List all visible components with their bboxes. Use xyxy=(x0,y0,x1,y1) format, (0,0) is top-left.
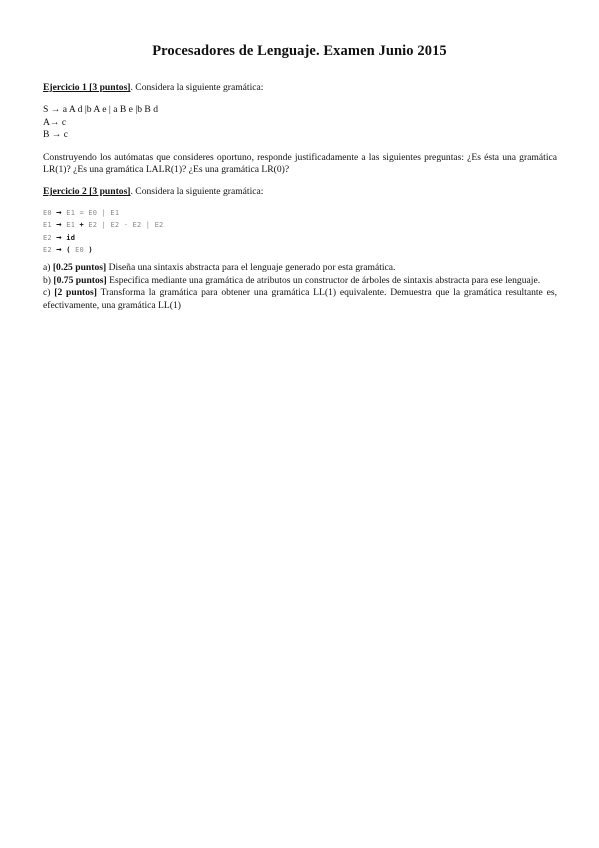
exercise-1-label: Ejercicio 1 [3 puntos] xyxy=(43,82,131,93)
rule-lhs: E1 xyxy=(43,221,57,230)
page-title: Procesadores de Lenguaje. Examen Junio 2015 xyxy=(152,43,447,59)
grammar-rule xyxy=(43,207,557,219)
exercise-2-label: Ejercicio 2 [3 puntos] xyxy=(43,186,131,198)
item-text: Transforma la gramática para obtener una gramática LL(1) equivalente. Demuestra que la gramática resultante es, efectivamente, una gramática LL(1) xyxy=(43,287,557,311)
exercise-2-intro: . Considera la siguiente gramática: xyxy=(130,186,264,198)
grammar-rule xyxy=(43,232,557,244)
rule-lhs: E2 xyxy=(43,246,57,255)
rule-lhs: E2 xyxy=(43,233,57,242)
grammar-rule: B → c xyxy=(43,129,69,141)
arrow-icon: → xyxy=(56,207,62,218)
exam-content xyxy=(43,82,557,312)
exercise-1-heading xyxy=(43,82,557,94)
terminal-symbol: ( xyxy=(66,246,71,255)
arrow-icon: → xyxy=(56,232,62,243)
exercise-1-grammar xyxy=(43,104,557,141)
terminal-symbol: id xyxy=(66,233,76,242)
exercise-2-item xyxy=(43,262,557,274)
exercise-2-grammar xyxy=(43,207,557,257)
grammar-rule xyxy=(43,244,557,256)
exercise-2-heading xyxy=(43,186,557,198)
grammar-rule: S → a A d |b A e | a B e |b B d xyxy=(43,104,159,116)
item-points: [0.75 puntos] xyxy=(53,274,107,286)
exercise-1-question: Construyendo los autómatas que consideres oportuno, responde justificadamente a las siguientes preguntas: ¿Es ésta una gramática LR(1)? ¿Es una gramática LALR(1)? ¿Es una gramática LR(0)? xyxy=(43,151,557,176)
item-prefix: c) xyxy=(43,287,55,299)
rule-rhs: E1 = E0 | E1 xyxy=(61,208,120,217)
rule-rhs: E2 | E2 - E2 | E2 xyxy=(83,221,164,230)
arrow-icon: → xyxy=(56,220,62,231)
item-text: Diseña una sintaxis abstracta para el lenguaje generado por esta gramática. xyxy=(106,262,396,274)
item-points: [2 puntos] xyxy=(54,287,97,299)
arrow-icon: → xyxy=(56,245,62,256)
exercise-1-intro: . Considera la siguiente gramática: xyxy=(130,82,264,93)
rule-rhs: E1 xyxy=(61,221,80,230)
item-prefix: b) xyxy=(43,274,54,286)
terminal-symbol: + xyxy=(79,221,84,230)
item-text: Especifica mediante una gramática de atributos un constructor de árboles de sintaxis abstracta para ese lenguaje. xyxy=(106,274,541,286)
exercise-2-item xyxy=(43,287,557,312)
grammar-rule xyxy=(43,219,557,231)
exercise-2-items xyxy=(43,262,557,312)
item-prefix: a) xyxy=(43,262,53,274)
item-points: [0.25 puntos] xyxy=(52,262,107,274)
rule-rhs: E0 xyxy=(70,246,89,255)
exercise-2-item xyxy=(43,275,557,287)
rule-lhs: E0 xyxy=(43,208,57,217)
grammar-rule: A→ c xyxy=(43,116,67,128)
terminal-symbol: ) xyxy=(88,246,93,255)
